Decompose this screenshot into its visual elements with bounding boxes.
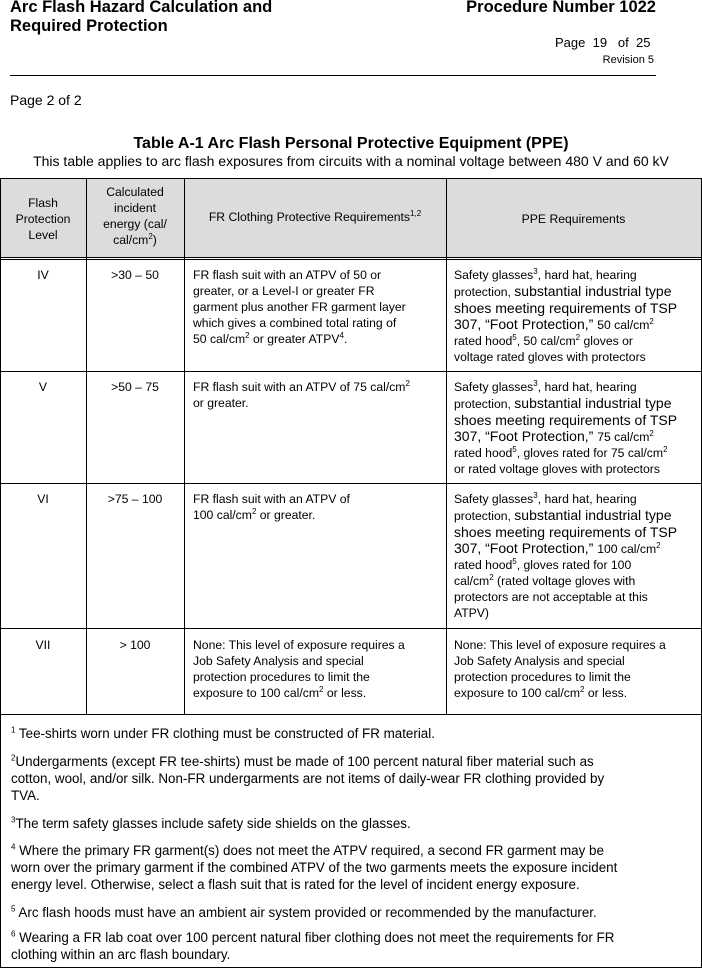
footnote-number: 1 xyxy=(11,725,16,735)
footnote-line: worn over the primary garment if the combined ATPV of the two garments meets the exposure incident xyxy=(11,860,618,875)
cell-text: rated hood xyxy=(454,446,513,460)
row-energy: > 100 xyxy=(119,638,151,652)
header-text: Level xyxy=(28,228,58,242)
cell-text: Safety glasses xyxy=(454,492,534,506)
header-flash-protection-level xyxy=(0,195,86,243)
revision-label: Revision 5 xyxy=(602,54,654,66)
cell-line xyxy=(454,491,699,507)
superscript: 4 xyxy=(339,330,344,340)
cell-text: 75 cal/cm xyxy=(597,430,650,444)
footnotes-box xyxy=(0,714,702,968)
cell-text: 100 cal/cm xyxy=(193,508,252,522)
cell-text: cal/cm xyxy=(454,574,490,588)
procedure-number: Procedure Number 1022 xyxy=(466,0,656,16)
cell-line: FR flash suit with an ATPV of 50 or xyxy=(193,268,382,282)
cell-text: rated hood xyxy=(454,558,513,572)
row-level: IV xyxy=(37,268,49,282)
cell-line: which gives a combined total rating of xyxy=(193,316,397,330)
cell-text: 50 cal/cm xyxy=(597,318,650,332)
cell-line: protection procedures to limit the xyxy=(193,670,370,684)
footnote-line xyxy=(11,753,691,770)
footnote-5 xyxy=(11,904,691,921)
row-ppe xyxy=(454,637,699,701)
row-divider xyxy=(0,628,702,629)
cell-line xyxy=(454,395,699,412)
cell-text: gloves or xyxy=(580,334,633,348)
cell-line xyxy=(454,428,699,445)
page-total: 25 xyxy=(636,35,651,50)
cell-line: or rated voltage gloves with protectors xyxy=(454,462,660,476)
cell-text: 307, “Foot Protection,” xyxy=(454,428,598,444)
footnote-2 xyxy=(11,753,691,804)
cell-line xyxy=(193,379,443,395)
cell-text: , hard hat, hearing xyxy=(537,492,637,506)
cell-text: , gloves rated for 75 cal/cm xyxy=(516,446,664,460)
cell-text: or greater ATPV xyxy=(249,332,340,346)
cell-line: Job Safety Analysis and special xyxy=(193,654,364,668)
page-number: 19 xyxy=(592,35,608,50)
row-clothing xyxy=(193,637,443,701)
cell-line: shoes meeting requirements of TSP xyxy=(454,524,678,540)
row-clothing xyxy=(193,267,443,347)
cell-text: (rated voltage gloves with xyxy=(493,574,636,588)
cell-line: protection procedures to limit the xyxy=(454,670,631,684)
header-text: FR Clothing Protective Requirements xyxy=(208,210,411,224)
footnote-4 xyxy=(11,842,691,893)
header-text: ) xyxy=(152,233,157,247)
cell-line: None: This level of exposure requires a xyxy=(454,638,666,652)
cell-text: FR flash suit with an ATPV of 75 cal/cm xyxy=(193,380,406,394)
row-divider xyxy=(0,371,702,372)
cell-line: Job Safety Analysis and special xyxy=(454,654,625,668)
cell-text: exposure to 100 cal/cm xyxy=(193,686,320,700)
row-clothing xyxy=(193,491,443,523)
row-level: V xyxy=(38,380,48,394)
superscript: 2 xyxy=(405,378,410,388)
footnote-number: 4 xyxy=(11,842,16,852)
cell-text: 307, “Foot Protection,” xyxy=(454,540,598,556)
page-of-label: of xyxy=(617,35,629,50)
col-border xyxy=(184,178,185,714)
footnote-6 xyxy=(11,929,691,963)
cell-text: 50 cal/cm xyxy=(193,332,246,346)
cell-text: . xyxy=(343,332,348,346)
cell-line xyxy=(454,379,699,395)
footnote-number: 6 xyxy=(11,929,16,939)
superscript: 2 xyxy=(319,684,324,694)
cell-text: rated hood xyxy=(454,334,513,348)
row-energy: >75 – 100 xyxy=(107,492,163,506)
cell-line: shoes meeting requirements of TSP xyxy=(454,412,678,428)
row-ppe xyxy=(454,379,699,477)
cell-line xyxy=(454,333,699,349)
col-border xyxy=(446,178,447,714)
cell-line xyxy=(454,316,699,333)
row-energy: >30 – 50 xyxy=(111,268,159,282)
header-rule xyxy=(10,75,656,76)
table-title: Table A-1 Arc Flash Personal Protective Equipment (PPE) xyxy=(133,135,569,152)
page-indicator xyxy=(555,35,650,50)
footnote-line xyxy=(11,929,691,946)
cell-text: , gloves rated for 100 xyxy=(516,558,632,572)
superscript: 3 xyxy=(533,266,538,276)
footnote-line: clothing within an arc flash boundary. xyxy=(11,947,231,962)
superscript: 2 xyxy=(649,316,654,326)
row-ppe xyxy=(454,491,699,621)
superscript: 5 xyxy=(512,332,517,342)
superscript: 2 xyxy=(148,231,153,241)
footnote-number: 5 xyxy=(11,904,16,914)
cell-text: , hard hat, hearing xyxy=(537,380,637,394)
cell-text: substantial industrial type xyxy=(514,507,672,523)
cell-line: greater, or a Level-I or greater FR xyxy=(193,284,375,298)
row-level: VII xyxy=(35,638,51,652)
header-text: cal/cm xyxy=(113,233,149,247)
cell-text: , hard hat, hearing xyxy=(537,268,637,282)
superscript: 2 xyxy=(656,540,661,550)
col-border xyxy=(86,178,87,714)
document-title: Arc Flash Hazard Calculation and Required Protection xyxy=(10,0,273,35)
cell-text: substantial industrial type xyxy=(514,395,672,411)
superscript: 2 xyxy=(580,684,585,694)
cell-line: voltage rated gloves with protectors xyxy=(454,350,646,364)
row-energy: >50 – 75 xyxy=(111,380,159,394)
page-label: Page xyxy=(555,35,586,50)
cell-text: protection, xyxy=(454,285,515,299)
col-border xyxy=(0,178,1,714)
cell-text: Safety glasses xyxy=(454,268,534,282)
cell-line xyxy=(454,557,699,573)
footnote-line: cotton, wool, and/or silk. Non-FR undergarments are not items of daily-wear FR clothing provided by xyxy=(11,771,605,786)
cell-line: garment plus another FR garment layer xyxy=(193,300,406,314)
cell-line xyxy=(454,540,699,557)
row-divider xyxy=(0,483,702,484)
cell-line xyxy=(454,507,699,524)
footnote-1 xyxy=(11,725,691,742)
cell-line xyxy=(454,445,699,461)
header-text: Protection xyxy=(15,212,71,226)
footnote-text: Wearing a FR lab coat over 100 percent natural fiber clothing does not meet the requirements for FR xyxy=(15,930,615,945)
cell-line xyxy=(193,685,443,701)
cell-text: Safety glasses xyxy=(454,380,534,394)
footnote-text: Tee-shirts worn under FR clothing must be constructed of FR material. xyxy=(15,726,435,741)
superscript: 2 xyxy=(245,330,250,340)
footnote-line xyxy=(11,842,691,859)
cell-line xyxy=(193,331,443,347)
appendix-page-of: Page 2 of 2 xyxy=(10,92,82,108)
footnote-3 xyxy=(11,815,691,832)
cell-text: protection, xyxy=(454,397,515,411)
header-text xyxy=(86,232,184,248)
header-text: Calculated xyxy=(106,185,164,199)
table-top-border xyxy=(0,178,702,179)
footnote-number: 2 xyxy=(11,753,16,763)
cell-line: shoes meeting requirements of TSP xyxy=(454,300,678,316)
ppe-table xyxy=(0,178,702,714)
header-text: incident xyxy=(113,201,156,215)
superscript: 3 xyxy=(533,378,538,388)
footnote-line: energy level. Otherwise, select a flash suit that is rated for the level of incident energy exposure. xyxy=(11,877,580,892)
row-ppe xyxy=(454,267,699,365)
footnote-text: Where the primary FR garment(s) does not meet the ATPV required, a second FR garment may be xyxy=(15,843,604,858)
cell-line: FR flash suit with an ATPV of xyxy=(193,492,350,506)
cell-text: or less. xyxy=(584,686,628,700)
header-ppe-requirements: PPE Requirements xyxy=(521,212,626,226)
cell-line: or greater. xyxy=(193,396,249,410)
superscript: 2 xyxy=(649,428,654,438)
cell-text: 307, “Foot Protection,” xyxy=(454,316,598,332)
cell-line xyxy=(454,283,699,300)
footnote-line: TVA. xyxy=(11,788,40,803)
cell-text: exposure to 100 cal/cm xyxy=(454,686,581,700)
row-level: VI xyxy=(37,492,49,506)
cell-line: ATPV) xyxy=(454,606,489,620)
cell-text: or less. xyxy=(323,686,367,700)
footnote-text: Arc flash hoods must have an ambient air system provided or recommended by the manufacturer. xyxy=(15,905,597,920)
table-header-divider xyxy=(0,257,702,260)
header-incident-energy xyxy=(86,184,184,248)
superscript: 5 xyxy=(512,556,517,566)
cell-text: substantial industrial type xyxy=(514,283,672,299)
cell-text: or greater. xyxy=(256,508,316,522)
superscript: 2 xyxy=(575,332,581,342)
cell-text: 100 cal/cm xyxy=(597,542,657,556)
superscript: 1,2 xyxy=(410,208,422,218)
cell-line xyxy=(454,685,699,701)
superscript: 3 xyxy=(533,490,538,500)
cell-text: protection, xyxy=(454,509,515,523)
superscript: 2 xyxy=(251,506,257,516)
superscript: 2 xyxy=(663,444,668,454)
footnote-text: Undergarments (except FR tee-shirts) must be made of 100 percent natural fiber material such as xyxy=(15,754,594,769)
cell-line xyxy=(454,267,699,283)
footnote-number: 3 xyxy=(11,815,16,825)
cell-line xyxy=(454,573,699,589)
row-clothing xyxy=(193,379,443,411)
header-text: Flash xyxy=(28,196,58,210)
cell-line: None: This level of exposure requires a xyxy=(193,638,405,652)
table-subtitle: This table applies to arc flash exposures from circuits with a nominal voltage between 480 V and 60 kV xyxy=(33,153,669,169)
cell-line xyxy=(193,507,443,523)
superscript: 5 xyxy=(512,444,517,454)
cell-line: protectors are not acceptable at this xyxy=(454,590,648,604)
superscript: 2 xyxy=(489,572,494,582)
header-fr-clothing xyxy=(184,209,446,225)
header-text: energy (cal/ xyxy=(103,217,167,231)
cell-text: , 50 cal/cm xyxy=(516,334,576,348)
footnote-text: The term safety glasses include safety side shields on the glasses. xyxy=(15,816,411,831)
